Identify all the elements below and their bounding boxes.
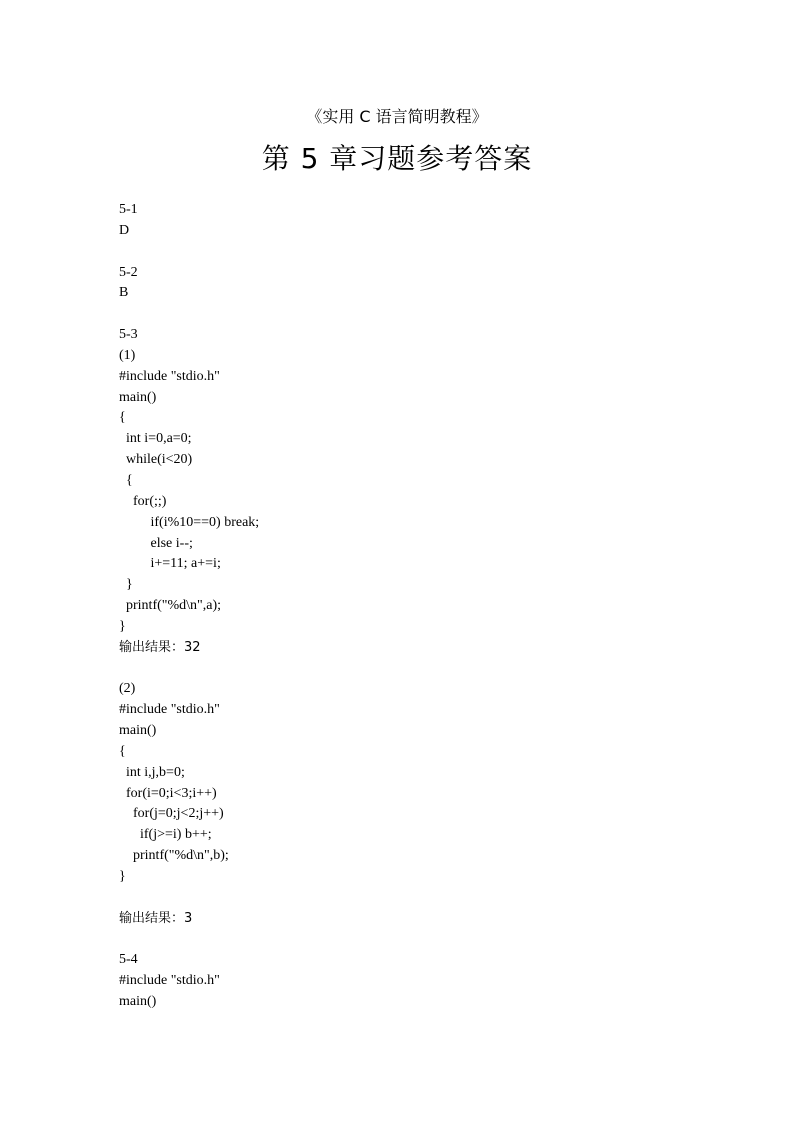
blank-line [119,930,754,951]
code-line: int i=0,a=0; [119,431,192,447]
text-line: 5-4 [119,952,138,968]
code-line: { [119,472,133,488]
code-line: for(j=0;j<2;j++) [119,806,224,822]
code-line: printf("%d\n",b); [119,848,229,864]
code-line: printf("%d\n",a); [119,598,222,614]
blank-line [119,304,754,325]
blank-line [119,242,754,263]
text-line: 输出结果：3 [119,910,193,926]
code-line: } [119,618,126,634]
code-line: int i,j,b=0; [119,764,185,780]
code-line: if(j>=i) b++; [119,827,212,843]
text-line: D [119,222,130,238]
code-line: for(;;) [119,493,167,509]
blank-line [119,888,754,909]
code-line: else i--; [119,535,193,551]
code-line: while(i<20) [119,452,193,468]
code-line: main() [119,723,157,739]
code-line: if(i%10==0) break; [119,514,260,530]
code-line: #include "stdio.h" [119,702,220,718]
text-line: (2) [119,681,136,697]
code-line: { [119,410,126,426]
code-line: #include "stdio.h" [119,368,220,384]
code-line: } [119,577,133,593]
code-line: i+=11; a+=i; [119,556,221,572]
page-title: 第 5 章习题参考答案 [261,142,533,175]
answer-body [119,200,754,1013]
code-line: main() [119,994,157,1010]
text-line: 5-2 [119,264,138,280]
text-line: B [119,285,129,301]
text-line: (1) [119,347,136,363]
text-line: 5-1 [119,202,138,217]
code-line: for(i=0;i<3;i++) [119,785,217,801]
code-line: #include "stdio.h" [119,973,220,989]
code-line: { [119,743,126,759]
text-line: 输出结果：32 [119,639,201,655]
text-line: 5-3 [119,327,138,343]
blank-line [119,659,754,680]
code-line: } [119,869,126,884]
book-subtitle: 《实用 C 语言简明教程》 [306,107,488,126]
code-line: main() [119,389,157,405]
